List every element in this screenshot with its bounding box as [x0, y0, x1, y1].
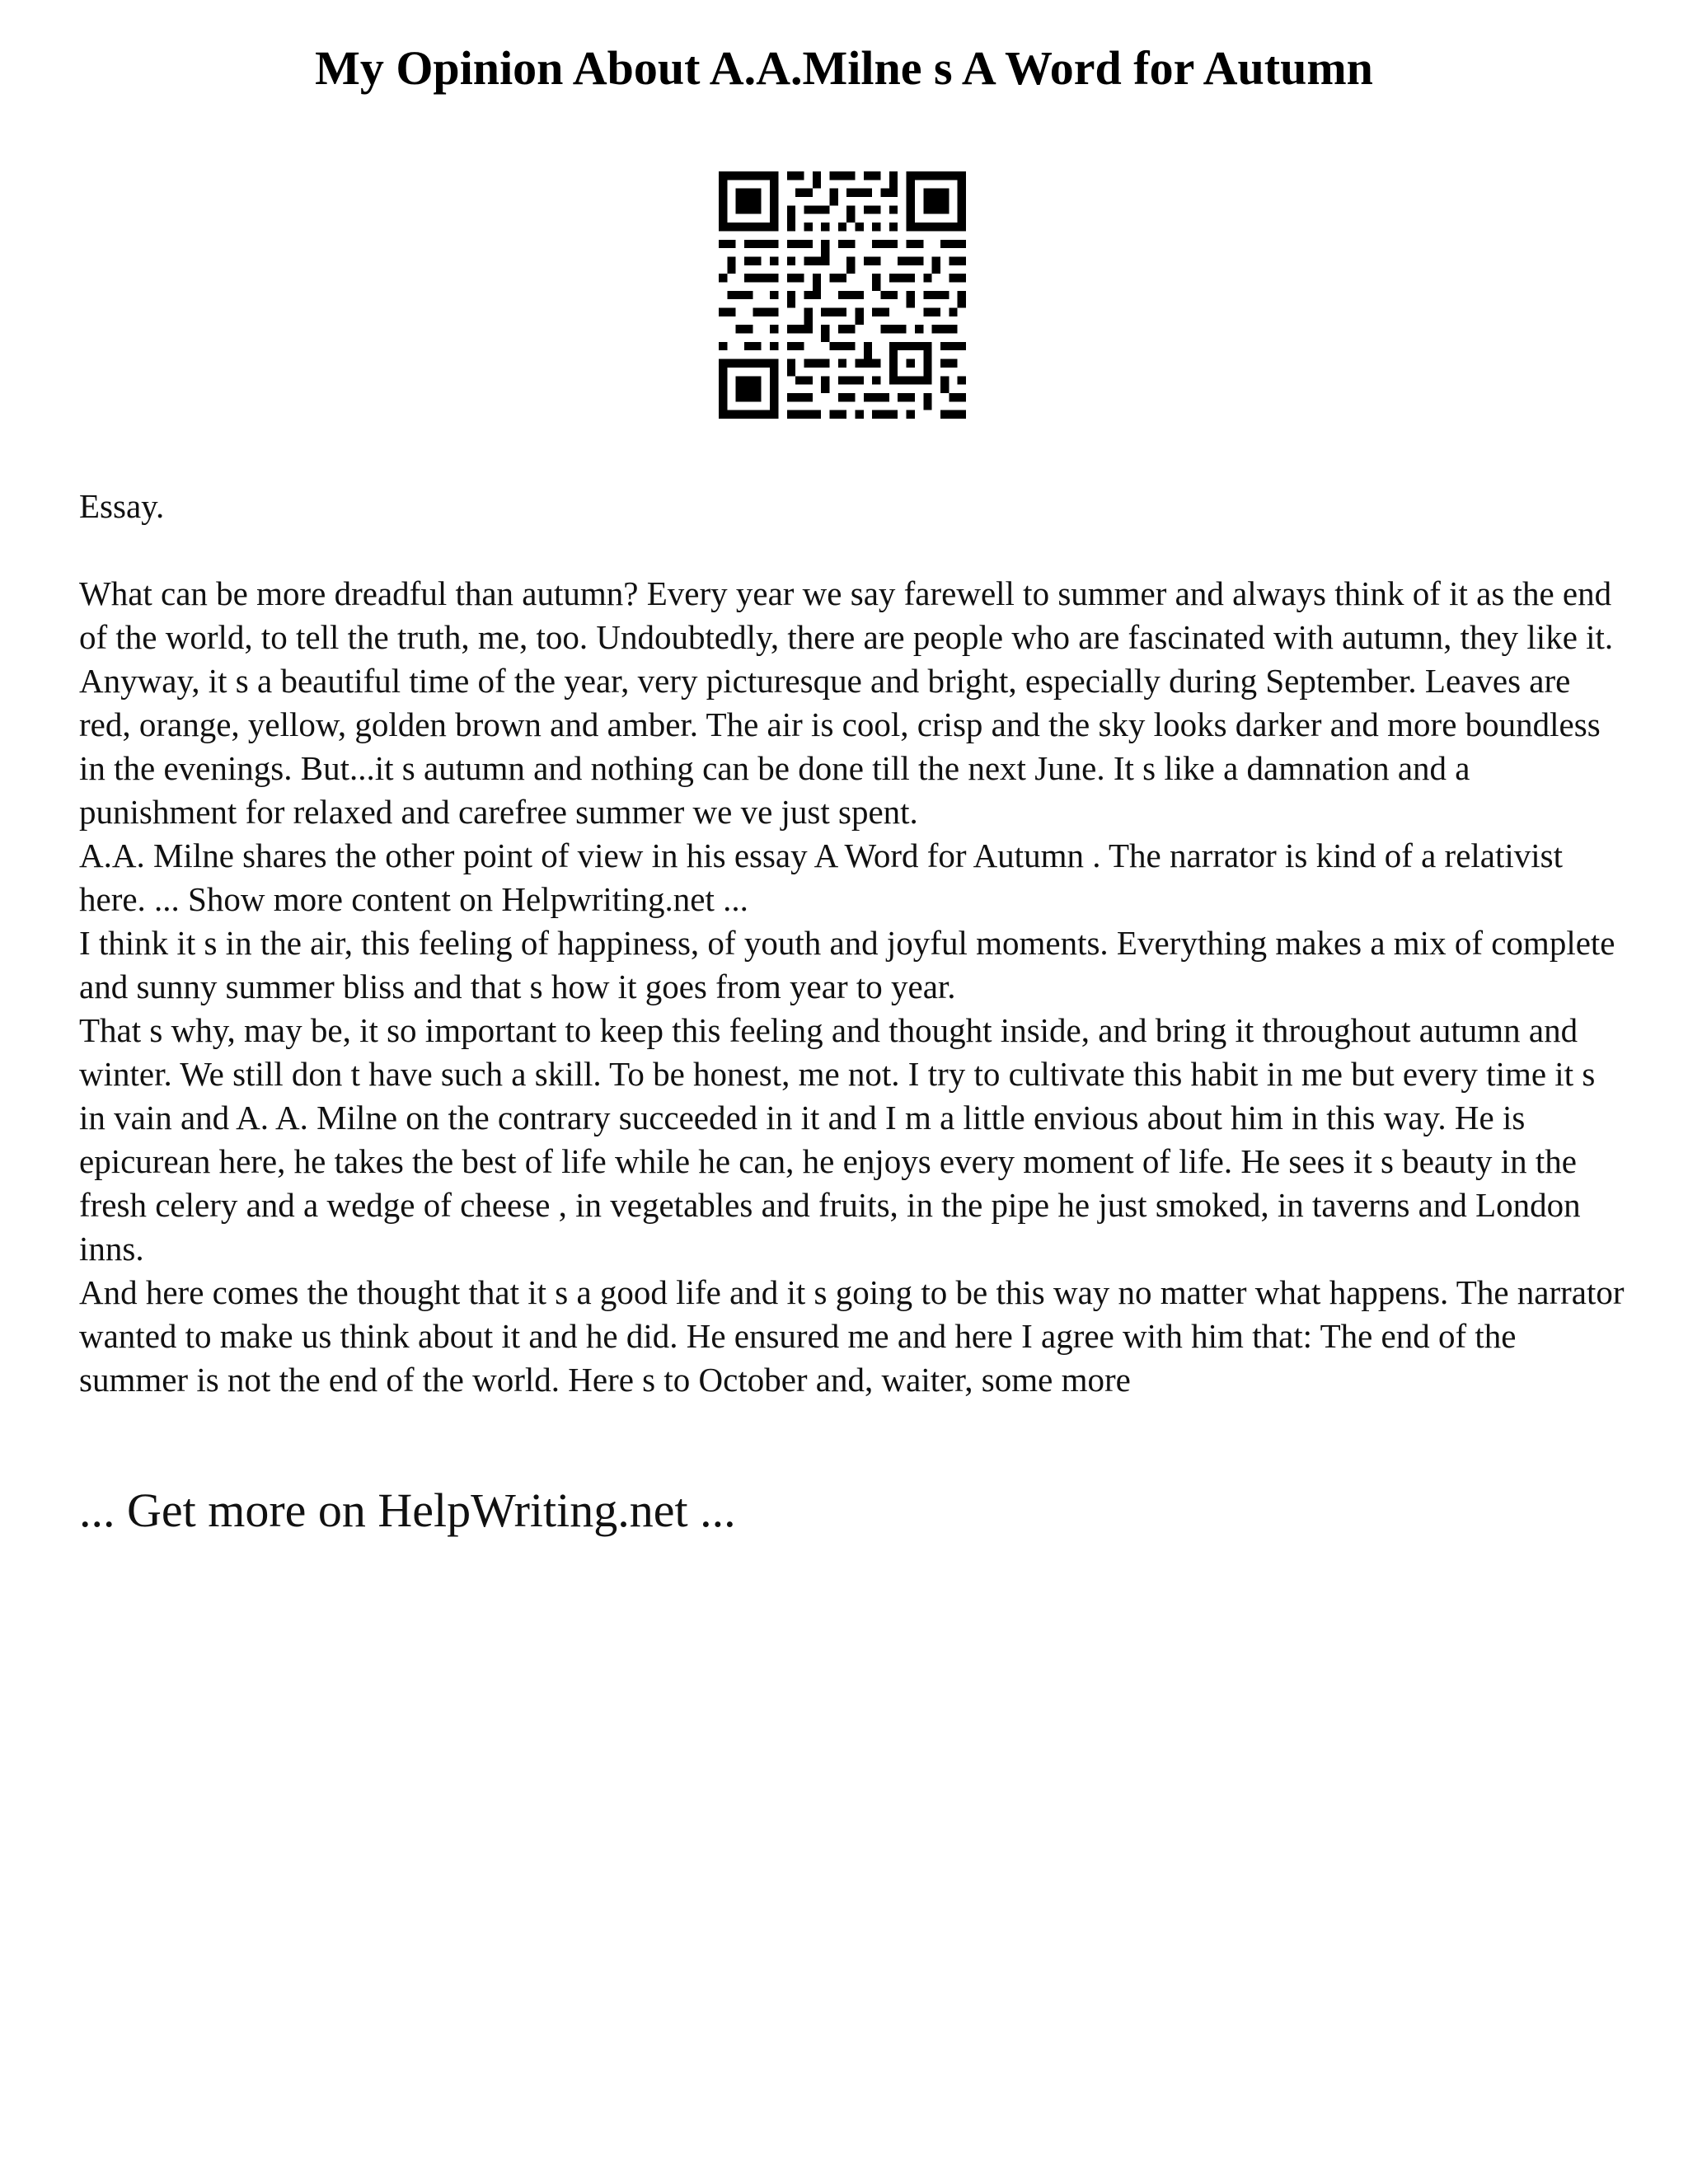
essay-paragraph: And here comes the thought that it s a good life and it s going to be this way no matter what happens. The narrator wanted to make us think about it and he did. He ensured me and here I agree with him that: The end of the summer is not the end of the world. Here s to October and, waiter, some more [79, 1273, 1625, 1399]
essay-paragraph: That s why, may be, it so important to keep this feeling and thought inside, and bring it throughout autumn and winter. We still don t have such a skill. To be honest, me not. I try to cultivate this habit in me but every time it s in vain and A. A. Milne on the contrary succeeded in it and I m a little envious about him in this way. He is epicurean here, he takes the best of life while he can, he enjoys every moment of life. He sees it s beauty in the fresh celery and a wedge of cheese , in vegetables and fruits, in the pipe he just smoked, in taverns and London inns. [79, 1011, 1596, 1268]
page-title: My Opinion About A.A.Milne s A Word for Autumn [315, 41, 1373, 95]
essay-paragraph: I think it s in the air, this feeling of happiness, of youth and joyful moments. Everything makes a mix of complete and sunny summer bliss and that s how it goes from year to year. [79, 924, 1615, 1005]
get-more-link[interactable]: ... Get more on HelpWriting.net ... [79, 1483, 736, 1537]
essay-label: Essay. [79, 487, 165, 525]
qr-code-icon [719, 171, 966, 419]
essay-body [79, 485, 1629, 1402]
essay-paragraph: A.A. Milne shares the other point of view in his essay A Word for Autumn . The narrator is kind of a relativist here. ... Show more content on Helpwriting.net ... [79, 837, 1564, 918]
paragraph-spacer [79, 528, 1629, 572]
essay-paragraph: What can be more dreadful than autumn? Every year we say farewell to summer and always think of it as the end of the world, to tell the truth, me, too. Undoubtedly, there are people who are fascinated with autumn, they like it. Anyway, it s a beautiful time of the year, very picturesque and bright, especially during September. Leaves are red, orange, yellow, golden brown and amber. The air is cool, crisp and the sky looks darker and more boundless in the evenings. But...it s autumn and nothing can be done till the next June. It s like a damnation and a punishment for relaxed and carefree summer we ve just spent. [79, 574, 1614, 831]
